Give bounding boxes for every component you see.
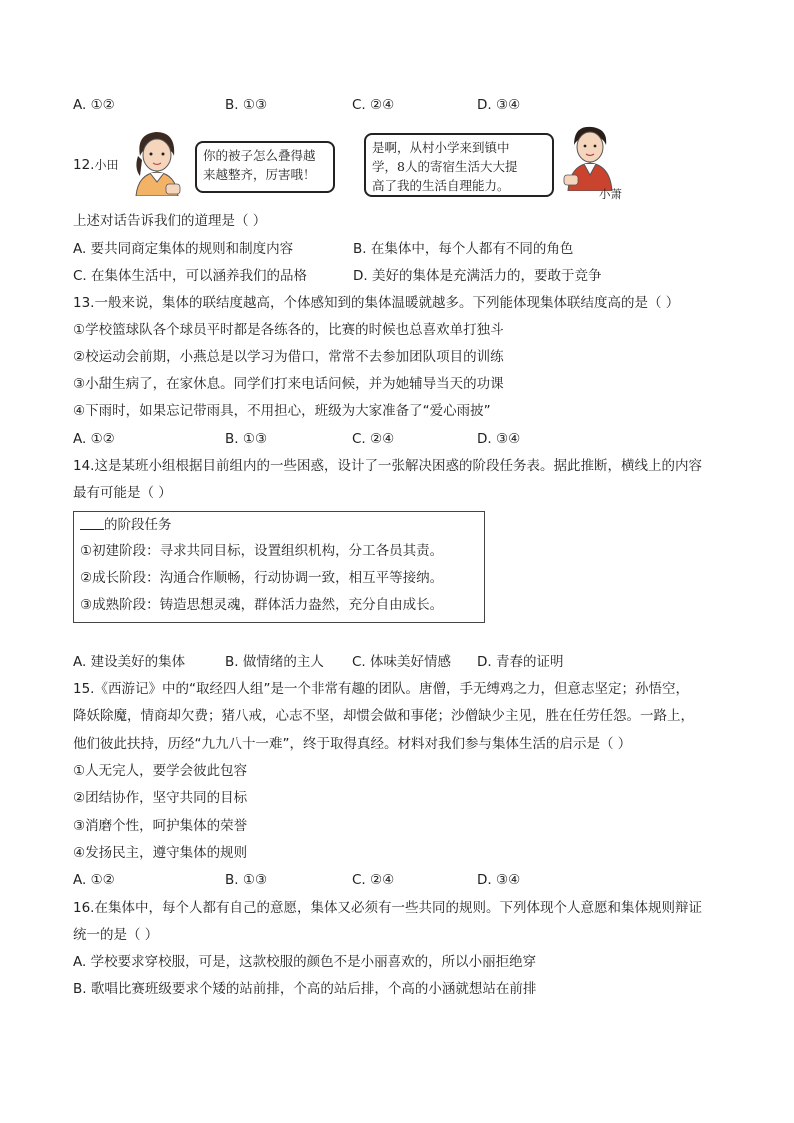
bubble-right-line-3: 高了我的生活自理能力。 — [372, 178, 510, 193]
q13-options — [73, 430, 633, 448]
speech-bubble-left — [195, 141, 335, 193]
q12-stem: 上述对话告诉我们的道理是（ ） — [73, 213, 267, 229]
speech-bubble-right — [364, 133, 554, 197]
q14-option-c[interactable]: C. 体味美好情感 — [352, 654, 452, 670]
q15-item-1: ①人无完人，要学会彼此包容 — [73, 763, 248, 779]
answer-blank-line — [80, 516, 104, 530]
q13-option-c[interactable]: C. ②④ — [352, 431, 395, 447]
boy-illustration — [562, 123, 618, 191]
q14-stem-line-1: 14.这是某班小组根据目前组内的一些困惑，设计了一张解决困惑的阶段任务表。据此推断，横线上的内容 — [73, 458, 702, 474]
q11-options — [73, 96, 633, 114]
table-title-row — [80, 516, 172, 534]
girl-illustration — [126, 126, 188, 196]
table-row-1: ①初建阶段：寻求共同目标，设置组织机构，分工各员其责。 — [80, 543, 444, 559]
q15-item-4: ④发扬民主，遵守集体的规则 — [73, 845, 248, 861]
q15-option-b[interactable]: B. ①③ — [225, 872, 268, 888]
q14-option-d[interactable]: D. 青春的证明 — [477, 654, 564, 670]
stage-task-table — [73, 511, 485, 623]
q15-item-3: ③消磨个性，呵护集体的荣誉 — [73, 818, 248, 834]
q12-option-b[interactable]: B. 在集体中，每个人都有不同的角色 — [353, 241, 574, 257]
bubble-left-line-1: 你的被子怎么叠得越 — [203, 148, 316, 163]
q13-stem: 13.一般来说，集体的联结度越高，个体感知到的集体温暖就越多。下列能体现集体联结度高的是（ ） — [73, 295, 680, 311]
q16-stem-line-2: 统一的是（ ） — [73, 927, 159, 943]
q16-stem-line-1: 16.在集体中，每个人都有自己的意愿，集体又必须有一些共同的规则。下列体现个人意愿和集体规则辩证 — [73, 900, 702, 916]
q13-item-3: ③小甜生病了，在家休息。同学们打来电话问候，并为她辅导当天的功课 — [73, 376, 504, 392]
q13-option-a[interactable]: A. ①② — [73, 431, 115, 447]
q13-item-1: ①学校篮球队各个球员平时都是各练各的，比赛的时候也总喜欢单打独斗 — [73, 322, 504, 338]
q12-number-label — [73, 156, 119, 174]
q15-stem-line-2: 降妖除魔，情商却欠费；猪八戒，心志不坚，却惯会做和事佬；沙僧缺少主见，胜在任劳任怨。一路上， — [73, 708, 694, 724]
q15-option-a[interactable]: A. ①② — [73, 872, 115, 888]
q15-option-d[interactable]: D. ③④ — [477, 872, 521, 888]
q12-options-row-1 — [73, 240, 633, 258]
q11-option-a[interactable]: A. ①② — [73, 97, 115, 113]
q15-stem-line-3: 他们彼此扶持，历经“九九八十一难”，终于取得真经。材料对我们参与集体生活的启示是（ ） — [73, 736, 632, 752]
q15-option-c[interactable]: C. ②④ — [352, 872, 395, 888]
q14-option-b[interactable]: B. 做情绪的主人 — [225, 654, 324, 670]
q13-item-2: ②校运动会前期，小燕总是以学习为借口，常常不去参加团队项目的训练 — [73, 349, 504, 365]
q15-item-2: ②团结协作，坚守共同的目标 — [73, 790, 248, 806]
q11-option-c[interactable]: C. ②④ — [352, 97, 395, 113]
q15-stem-line-1: 15.《西游记》中的“取经四人组”是一个非常有趣的团队。唐僧，手无缚鸡之力，但意志坚定；孙悟空， — [73, 681, 689, 697]
q13-option-b[interactable]: B. ①③ — [225, 431, 268, 447]
bubble-left-line-2: 来越整齐，厉害哦！ — [203, 167, 316, 182]
speaker-left-name: 小田 — [94, 158, 119, 172]
q11-option-d[interactable]: D. ③④ — [477, 97, 521, 113]
bubble-right-line-1: 是啊，从村小学来到镇中 — [372, 140, 510, 155]
q16-option-b[interactable]: B. 歌唱比赛班级要求个矮的站前排，个高的站后排，个高的小涵就想站在前排 — [73, 981, 537, 997]
q15-options — [73, 871, 633, 889]
q12-option-d[interactable]: D. 美好的集体是充满活力的，要敢于竞争 — [353, 268, 602, 284]
bubble-right-line-2: 学，8人的寄宿生活大大提 — [372, 159, 518, 174]
q12-number: 12. — [73, 157, 95, 173]
q16-option-a[interactable]: A. 学校要求穿校服，可是，这款校服的颜色不是小丽喜欢的，所以小丽拒绝穿 — [73, 954, 537, 970]
table-row-2: ②成长阶段：沟通合作顺畅，行动协调一致，相互平等接纳。 — [80, 570, 444, 586]
q14-option-a[interactable]: A. 建设美好的集体 — [73, 654, 186, 670]
q12-option-a[interactable]: A. 要共同商定集体的规则和制度内容 — [73, 241, 294, 257]
q14-options — [73, 653, 633, 671]
q13-option-d[interactable]: D. ③④ — [477, 431, 521, 447]
q14-stem-line-2: 最有可能是（ ） — [73, 485, 172, 501]
table-title: 的阶段任务 — [104, 517, 172, 533]
speaker-right-name: 小萧 — [599, 187, 622, 201]
table-row-3: ③成熟阶段：铸造思想灵魂，群体活力盎然，充分自由成长。 — [80, 597, 444, 613]
q12-option-c[interactable]: C. 在集体生活中，可以涵养我们的品格 — [73, 268, 308, 284]
q12-options-row-2 — [73, 267, 633, 285]
q13-item-4: ④下雨时，如果忘记带雨具，不用担心，班级为大家准备了“爱心雨披” — [73, 403, 491, 419]
q11-option-b[interactable]: B. ①③ — [225, 97, 268, 113]
